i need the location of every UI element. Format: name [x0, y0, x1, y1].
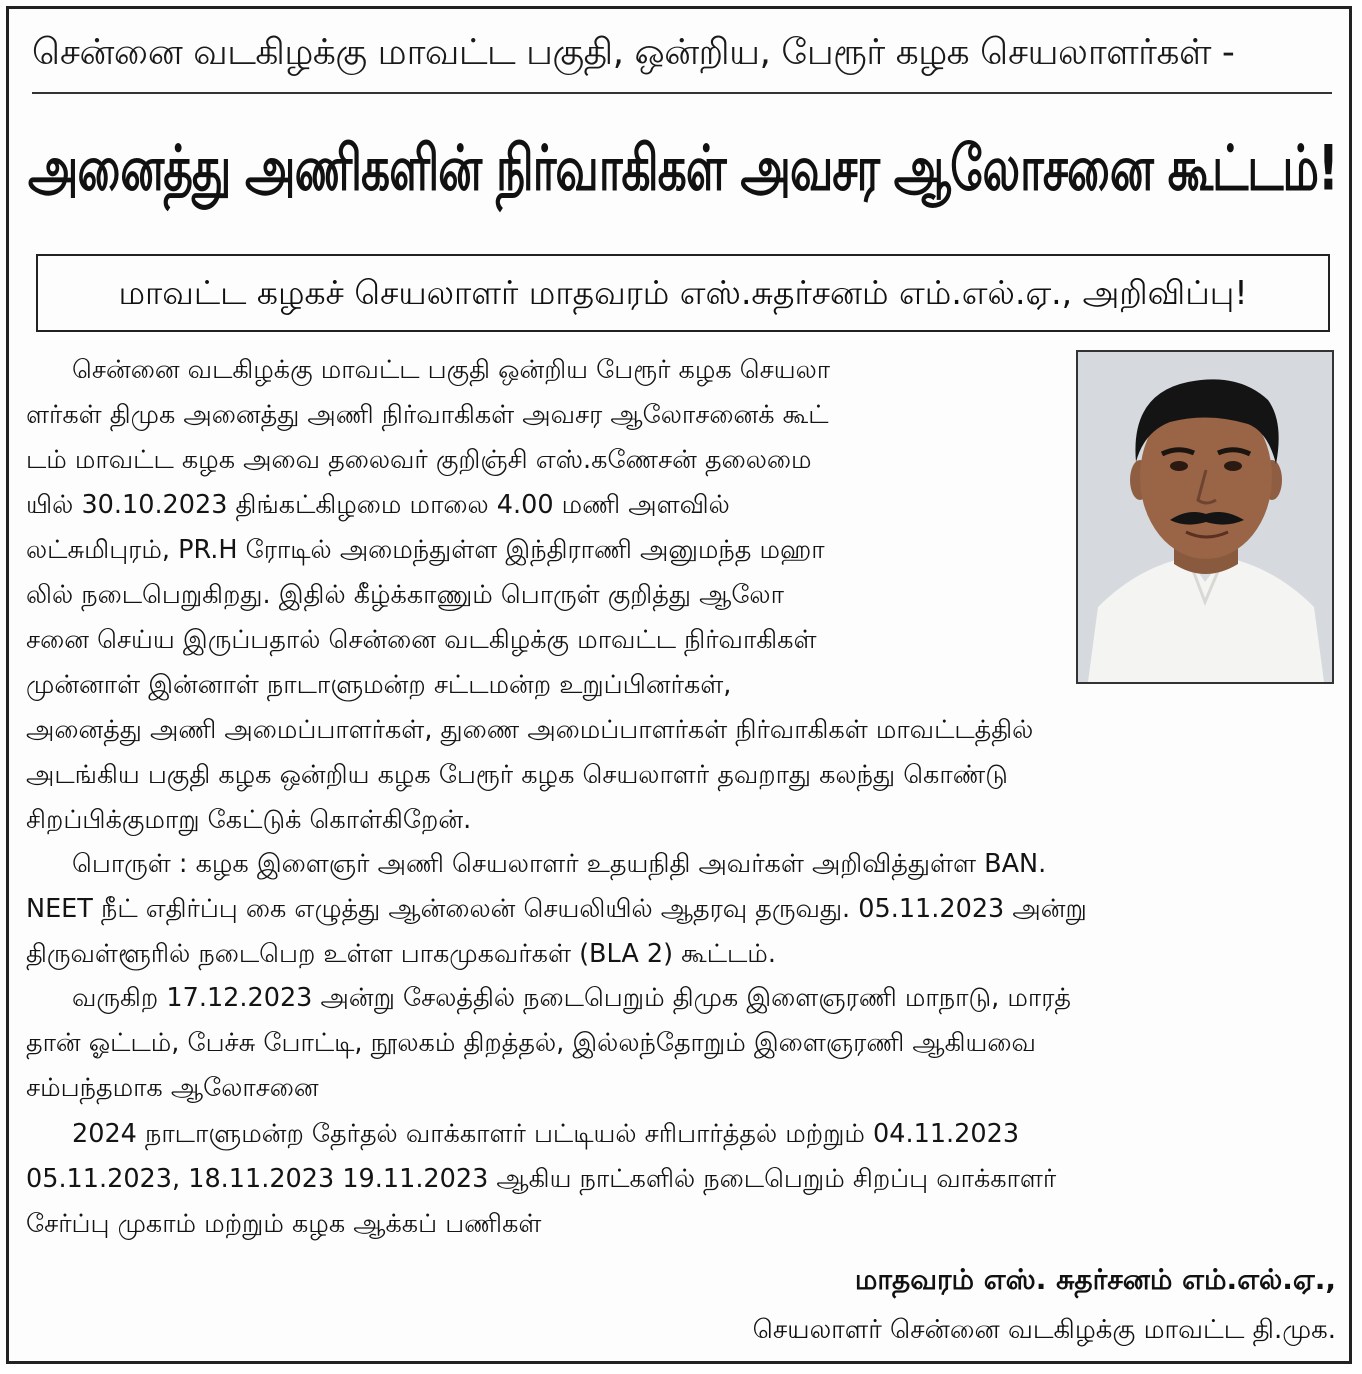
portrait-icon [1078, 352, 1332, 682]
paragraph-4 [26, 1112, 1336, 1247]
text-line: சேர்ப்பு முகாம் மற்றும் கழக ஆக்கப் பணிகள் [26, 1209, 542, 1239]
text-line: யில் 30.10.2023 திங்கட்கிழமை மாலை 4.00 மணி அளவில் [26, 490, 730, 520]
portrait-photo [1076, 350, 1334, 684]
paragraph-2-subject [26, 842, 1336, 977]
announcement-subhead: மாவட்ட கழகச் செயலாளர் மாதவரம் எஸ்.சுதர்சனம் எம்.எல்.ஏ., அறிவிப்பு! [36, 254, 1330, 332]
text-line: சிறப்பிக்குமாறு கேட்டுக் கொள்கிறேன். [26, 805, 472, 835]
text-line: NEET நீட் எதிர்ப்பு கை எழுத்து ஆன்லைன் செயலியில் ஆதரவு தருவது. 05.11.2023 அன்று [26, 894, 1087, 924]
text-line: டம் மாவட்ட கழக அவை தலைவர் குறிஞ்சி எஸ்.கணேசன் தலைமை [26, 445, 812, 475]
headline: அனைத்து அணிகளின் நிர்வாகிகள் அவசர ஆலோசனை கூட்டம்! [28, 131, 1338, 205]
kicker-line: சென்னை வடகிழக்கு மாவட்ட பகுதி, ஒன்றிய, பேரூர் கழக செயலாளர்கள் - [32, 32, 1235, 73]
text-line: லட்சுமிபுரம், PR.H ரோடில் அமைந்துள்ள இந்திராணி அனுமந்த மஹா [26, 535, 825, 565]
text-line: சனை செய்ய இருப்பதால் சென்னை வடகிழக்கு மாவட்ட நிர்வாகிகள் [26, 625, 817, 655]
paragraph-3 [26, 976, 1336, 1111]
text-line: 05.11.2023, 18.11.2023 19.11.2023 ஆகிய நாட்களில் நடைபெறும் சிறப்பு வாக்காளர் [26, 1164, 1057, 1194]
text-line: சம்பந்தமாக ஆலோசனை [26, 1073, 319, 1103]
text-line: தான் ஓட்டம், பேச்சு போட்டி, நூலகம் திறத்தல், இல்லந்தோறும் இளைஞரணி ஆகியவை [26, 1028, 1036, 1058]
text-line: திருவள்ளூரில் நடைபெற உள்ள பாகமுகவர்கள் (BLA 2) கூட்டம். [26, 939, 776, 969]
divider [32, 92, 1332, 94]
text-line: முன்னாள் இன்னாள் நாடாளுமன்ற சட்டமன்ற உறுப்பினர்கள், [26, 670, 732, 700]
paragraph-1-wrapped [26, 348, 1056, 708]
paragraph-1-continued [26, 708, 1336, 843]
text-line: பொருள் : கழக இளைஞர் அணி செயலாளர் உதயநிதி அவர்கள் அறிவித்துள்ள BAN. [72, 849, 1047, 879]
text-line: அனைத்து அணி அமைப்பாளர்கள், துணை அமைப்பாளர்கள் நிர்வாகிகள் மாவட்டத்தில் [26, 715, 1034, 745]
signatory-name: மாதவரம் எஸ். சுதர்சனம் எம்.எல்.ஏ., [854, 1263, 1336, 1296]
signatory-title: செயலாளர் சென்னை வடகிழக்கு மாவட்ட தி.முக. [752, 1315, 1336, 1345]
text-line: சென்னை வடகிழக்கு மாவட்ட பகுதி ஒன்றிய பேரூர் கழக செயலா [72, 355, 831, 385]
text-line: அடங்கிய பகுதி கழக ஒன்றிய கழக பேரூர் கழக செயலாளர் தவறாது கலந்து கொண்டு [26, 760, 1008, 790]
text-line: வருகிற 17.12.2023 அன்று சேலத்தில் நடைபெறும் திமுக இளைஞரணி மாநாடு, மாரத் [72, 983, 1071, 1013]
text-line: 2024 நாடாளுமன்ற தேர்தல் வாக்காளர் பட்டியல் சரிபார்த்தல் மற்றும் 04.11.2023 [72, 1119, 1020, 1149]
text-line: லில் நடைபெறுகிறது. இதில் கீழ்க்காணும் பொருள் குறித்து ஆலோ [26, 580, 784, 610]
text-line: ளர்கள் திமுக அனைத்து அணி நிர்வாகிகள் அவசர ஆலோசனைக் கூட் [26, 400, 829, 430]
